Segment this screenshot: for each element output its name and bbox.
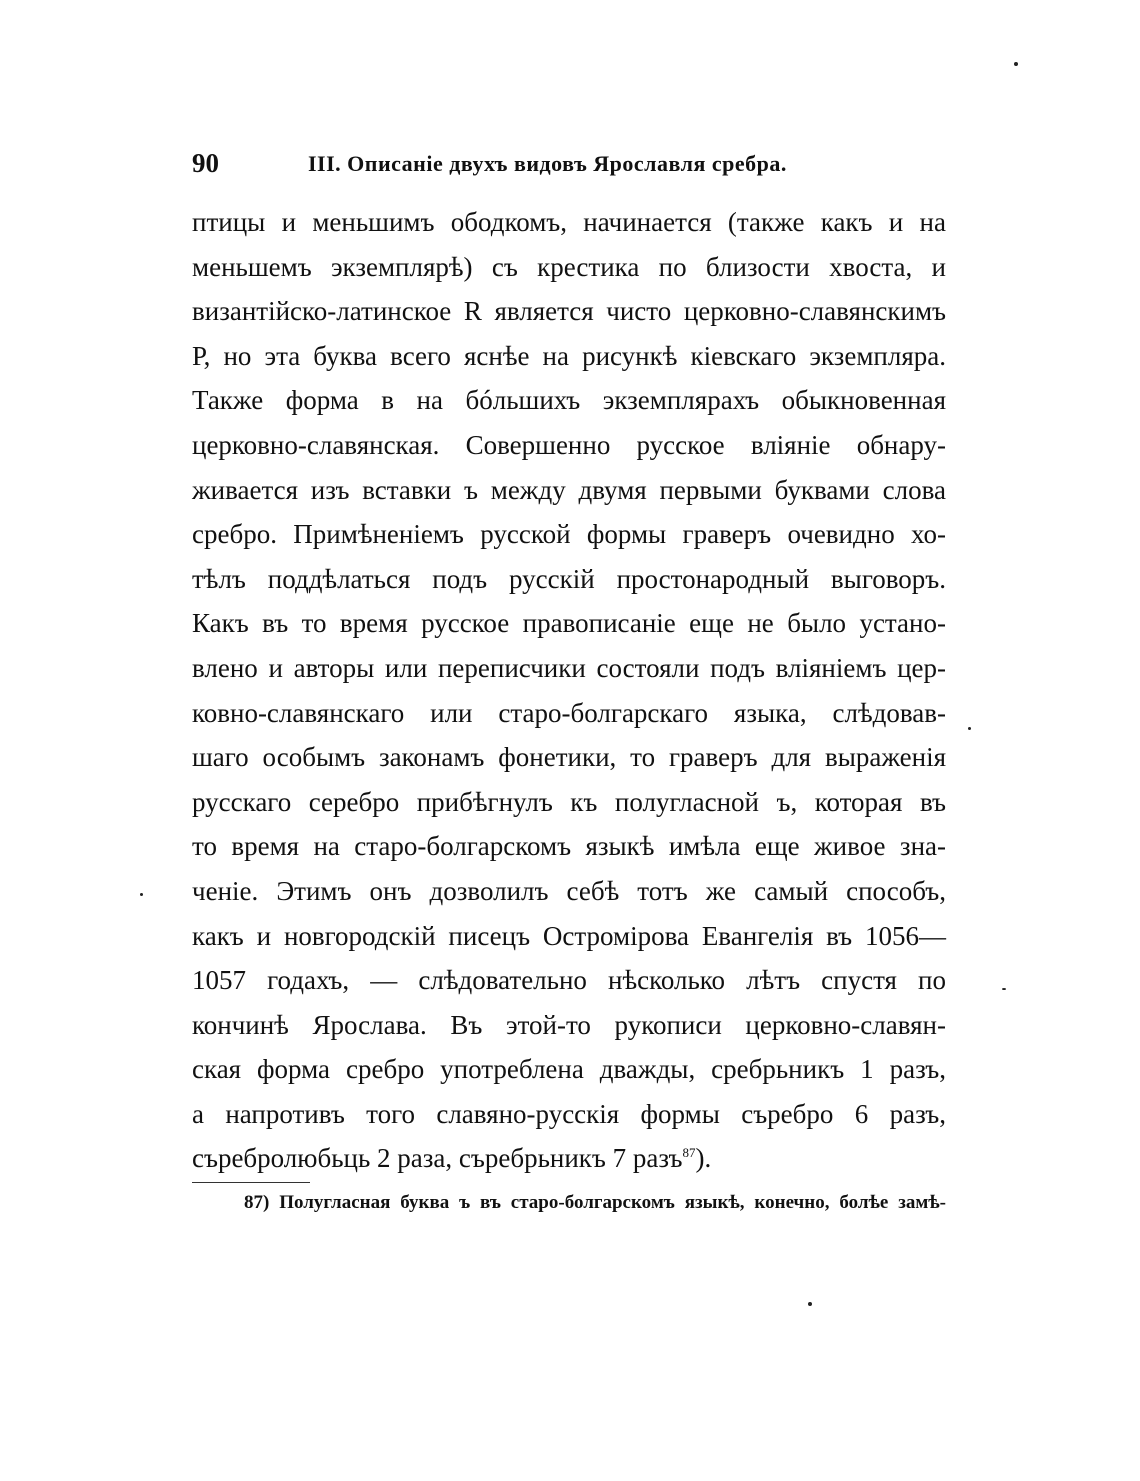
scan-speck	[968, 727, 971, 730]
text-line: ченіе. Этимъ онъ дозволилъ себѣ тотъ же самый способъ,	[192, 875, 946, 906]
footnote-reference[interactable]: 87	[682, 1145, 696, 1161]
running-head: III. Описаніе двухъ видовъ Ярославля сребра.	[308, 151, 787, 176]
scan-speck	[140, 893, 143, 896]
text-line: ковно-славянскаго или старо-болгарскаго языка, слѣдовав-	[192, 697, 946, 728]
text-line: а напротивъ того славяно-русскія формы съребро 6 разъ,	[192, 1098, 946, 1129]
text-line: меньшемъ экземплярѣ) съ крестика по близости хвоста, и	[192, 251, 946, 282]
footnote: 87) Полугласная буква ъ въ старо-болгарскомъ языкѣ, конечно, болѣе замѣ-	[244, 1192, 946, 1213]
text-line: тѣлъ поддѣлаться подъ русскій простонародный выговоръ.	[192, 563, 946, 594]
scan-speck	[1014, 62, 1018, 66]
text-line: русскаго серебро прибѣгнулъ къ полугласной ъ, которая въ	[192, 786, 946, 817]
text-line: византійско-латинское R является чисто церковно-славянскимъ	[192, 296, 946, 327]
text-line: шаго особымъ законамъ фонетики, то граверъ для выраженія	[192, 742, 946, 773]
text-line: какъ и новгородскій писецъ Остромірова Евангелія въ 1056—	[192, 920, 946, 951]
scan-speck	[808, 1302, 812, 1306]
text-line-last	[192, 1136, 946, 1181]
text-line: Какъ въ то время русское правописаніе еще не было устано-	[192, 608, 946, 639]
text-line: птицы и меньшимъ ободкомъ, начинается (также какъ и на	[192, 207, 946, 237]
text-line: Р, но эта буква всего яснѣе на рисункѣ кіевскаго экземпляра.	[192, 340, 946, 371]
page-header	[192, 147, 852, 183]
body-text	[192, 200, 946, 1181]
scan-speck	[1002, 988, 1006, 990]
text-line: влено и авторы или переписчики состояли подъ вліяніемъ цер-	[192, 652, 946, 683]
text-line: живается изъ вставки ъ между двумя первыми буквами слова	[192, 474, 946, 505]
text-line: сребро. Примѣненіемъ русской формы граверъ очевидно хо-	[192, 519, 946, 550]
text-line: ская форма сребро употреблена дважды, сребрьникъ 1 разъ,	[192, 1054, 946, 1085]
text-line: Также форма в на бóльшихъ экземплярахъ обыкновенная	[192, 385, 946, 416]
closing-punctuation: ).	[695, 1143, 712, 1174]
footnote-divider	[192, 1182, 310, 1183]
text-line: церковно-славянская. Совершенно русское вліяніе обнару-	[192, 429, 946, 460]
text-line: 1057 годахъ, — слѣдовательно нѣсколько лѣтъ спустя по	[192, 965, 946, 996]
text-line: то время на старо-болгарскомъ языкѣ имѣла еще живое зна-	[192, 831, 946, 862]
page-number: 90	[192, 148, 219, 178]
text-line-last-content: съребролюбьць 2 раза, съребрьникъ 7 разъ	[192, 1143, 683, 1174]
text-line: кончинѣ Ярослава. Въ этой-то рукописи церковно-славян-	[192, 1009, 946, 1040]
